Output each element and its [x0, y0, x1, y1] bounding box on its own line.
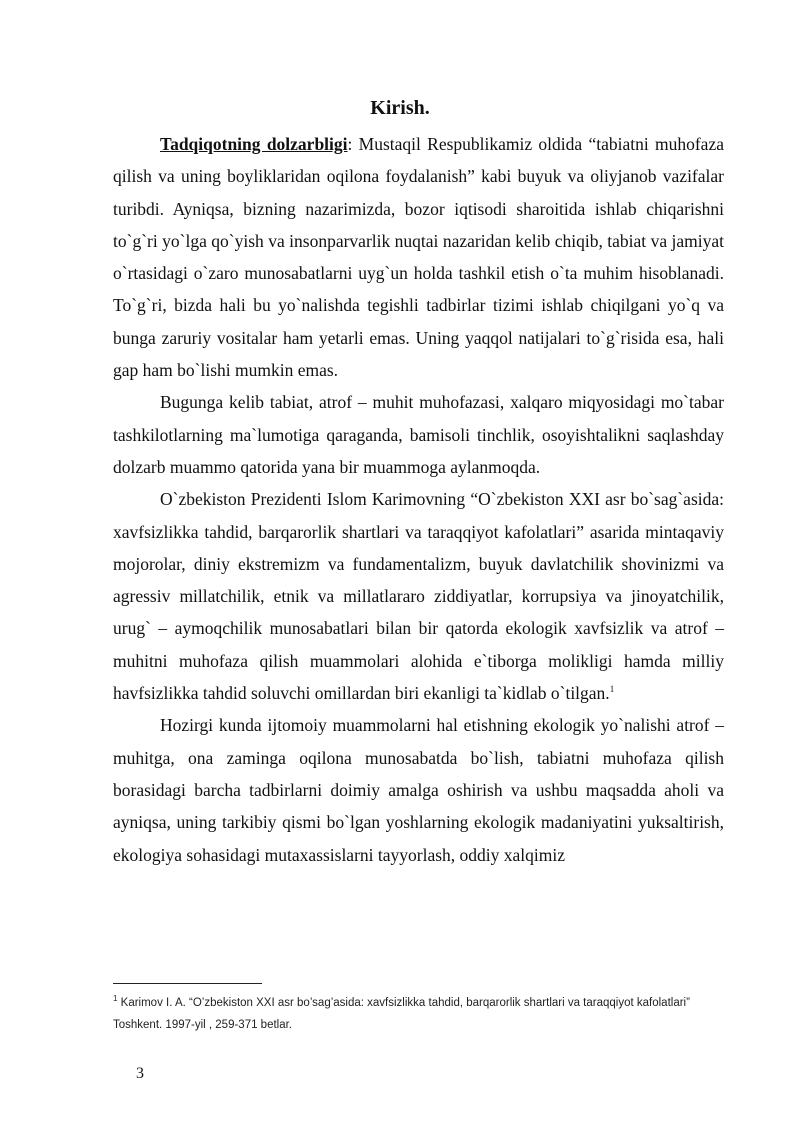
paragraph-current — [113, 709, 724, 870]
relevance-heading: Tadqiqotning dolzarbligi — [160, 134, 348, 154]
footnote-reference[interactable]: 1 — [609, 684, 615, 695]
section-title: Kirish. — [370, 97, 430, 119]
paragraph-text: : Mustaqil Respublikamiz oldida “tabiatni muhofaza qilish va uning boyliklaridan oqilona foydalanish” kabi buyuk va oliyjanob vazifalar turibdi. Ayniqsa, bizning nazarimizda, bozor iqtisodi sharoitida ishlab chiqarishni to`g`ri yo`lga qo`yish va insonparvarlik nuqtai nazaridan kelib chiqib, tabiat va jamiyat o`rtasidagi o`zaro munosabatlarni uyg`un holda tashkil etish o`ta muhim hisoblanadi. To`g`ri, bizda hali bu yo`nalishda tegishli tadbirlar tizimi ishlab chiqilgani yo`q va bunga zaruriy vositalar ham yetarli emas. Uning yaqqol natijalari to`g`risida esa, hali gap ham bo`lishi mumkin emas. — [113, 134, 724, 381]
paragraph-relevance — [113, 128, 724, 386]
footnote — [113, 992, 724, 1036]
paragraph-text: O`zbekiston Prezidenti Islom Karimovning “O`zbekiston XXI asr bo`sag`asida: xavfsizlikka tahdid, barqarorlik shartlari va taraqqiyot kafolatlari” asarida mintaqaviy mojorolar, diniy ekstremizm va fundamentalizm, buyuk davlatchilik shovinizmi va agressiv millatchilik, etnik va millatlararo ziddiyatlar, korrupsiya va jinoyatchilik, urug` – aymoqchilik munosabatlari bilan bir qatorda ekologik xavfsizlik va atrof – muhitni muhofaza qilish muammolari alohida e`tiborga molikligi hamda milliy havfsizlikka tahdid soluvchi omillardan biri ekanligi ta`kidlab o`tilgan. — [113, 489, 724, 704]
footnote-separator — [113, 983, 262, 984]
paragraph-today — [113, 386, 724, 483]
paragraph-text: Hozirgi kunda ijtomoiy muammolarni hal etishning ekologik yo`nalishi atrof – muhitga, ona zaminga oqilona munosabatda bo`lish, tabiatni muhofaza qilish borasidagi barcha tadbirlarni doimiy amalga oshirish va ushbu maqsadda aholi va ayniqsa, uning tarkibiy qismi bo`lgan yoshlarning ekologik madaniyatini yuksaltirish, ekologiya sohasidagi mutaxassislarni tayyorlash, oddiy xalqimiz — [113, 715, 724, 865]
footnote-text: Karimov I. A. “O’zbekiston XXI asr bo’sag’asida: xavfsizlikka tahdid, barqarorlik shartlari va taraqqiyot kafolatlari” Toshkent. 1997-yil , 259-371 betlar. — [113, 997, 690, 1031]
footnote-mark: 1 — [113, 994, 118, 1004]
page-number: 3 — [136, 1065, 144, 1082]
body-text — [113, 128, 724, 871]
paragraph-text: Bugunga kelib tabiat, atrof – muhit muhofazasi, xalqaro miqyosidagi mo`tabar tashkilotlarning ma`lumotiga qaraganda, bamisoli tinchlik, osoyishtalikni saqlashday dolzarb muammo qatorida yana bir muammoga aylanmoqda. — [113, 392, 724, 477]
paragraph-president — [113, 483, 724, 709]
